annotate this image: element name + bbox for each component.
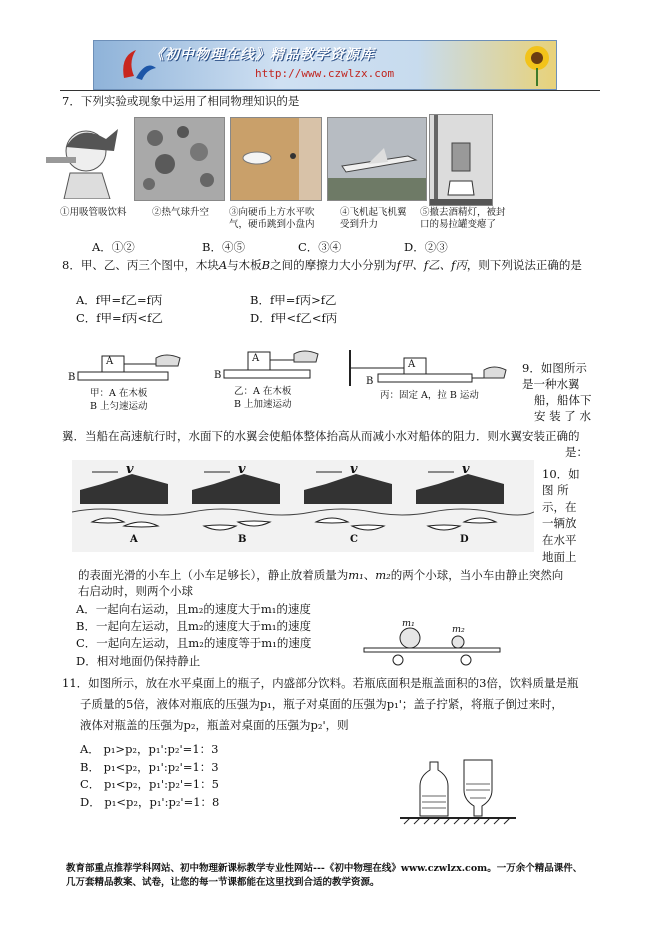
q10-option-c[interactable]: C．一起向左运动，且m₂的速度等于m₁的速度 xyxy=(76,636,312,650)
q10-option-d[interactable]: D．相对地面仍保持静止 xyxy=(76,654,201,668)
q10-stem-line1: 的表面光滑的小车上（小车足够长），静止放着质量为m₁、m₂的两个小球，当小车由静止突然向 xyxy=(78,568,564,582)
q10-cart-figure xyxy=(362,620,502,668)
q7-photo-can xyxy=(429,114,493,206)
q9-side-2: 是一种水翼 xyxy=(522,377,580,391)
q8-yi-label: 乙：A 在木板 xyxy=(234,386,292,397)
q8-figure-bing xyxy=(348,346,508,418)
q10-stem-line2: 右启动时，则两个小球 xyxy=(78,584,193,598)
q7-caption-2: ②热气球升空 xyxy=(152,207,210,218)
footer-line-2: 几万套精品教案、试卷，让您的每一节课都能在这里找到合适的教学资源。 xyxy=(66,877,380,888)
header-rule xyxy=(60,90,600,91)
q11-option-d[interactable]: D． p₁<p₂，p₁':p₂'=1：8 xyxy=(80,795,220,809)
q7-option-b[interactable]: B．④⑤ xyxy=(202,240,245,254)
q9-velocity-label-3: v xyxy=(350,462,358,477)
q9-label-b: B xyxy=(238,534,247,545)
q10-option-a[interactable]: A．一起向右运动，且m₂的速度大于m₁的速度 xyxy=(76,602,311,616)
q10-side-6: 地面上 xyxy=(542,550,577,564)
q10-side-5: 在水平 xyxy=(542,533,577,547)
q8-option-b[interactable]: B．f甲=f丙>f乙 xyxy=(250,293,337,307)
q8-figure-jia xyxy=(60,348,200,420)
q7-caption-1: ①用吸管吸饮料 xyxy=(60,207,127,218)
q11-bottle-figure xyxy=(400,754,516,830)
q9-stem-tail: 是： xyxy=(565,445,588,459)
q10-side-2: 图 所 xyxy=(542,483,569,497)
q8-bing-label: 丙：固定 A，拉 B 运动 xyxy=(380,390,479,401)
q10-ball-m2-label: m₂ xyxy=(452,624,465,635)
q7-option-a[interactable]: A．①② xyxy=(92,240,135,254)
sunflower-icon xyxy=(520,42,554,86)
q8-option-c[interactable]: C．f甲=f丙<f乙 xyxy=(76,311,163,325)
q7-photo-coin xyxy=(230,117,322,201)
q11-option-b[interactable]: B． p₁<p₂，p₁':p₂'=1：3 xyxy=(80,760,219,774)
q8-jia-board-label: B xyxy=(68,372,76,383)
q10-side-4: 一辆放 xyxy=(542,516,577,530)
q9-velocity-label-1: v xyxy=(126,462,134,477)
q7-photo-balloons xyxy=(134,117,225,201)
q11-option-c[interactable]: C． p₁<p₂，p₁':p₂'=1：5 xyxy=(80,777,219,791)
q8-bing-board-label: B xyxy=(366,376,374,387)
q8-yi-block-label: A xyxy=(252,353,260,364)
q9-velocity-label-4: v xyxy=(462,462,470,477)
q7-photo-airplane xyxy=(327,117,427,201)
q8-jia-sub: B 上匀速运动 xyxy=(90,401,148,412)
q11-stem-line2: 子质量的5倍，液体对瓶底的压强为p₁，瓶子对桌面的压强为p₁'；盖子拧紧，将瓶子倒过来时， xyxy=(80,697,563,711)
q9-label-a: A xyxy=(130,534,138,545)
footer-line-1: 教育部重点推荐学科网站、初中物理新课标教学专业性网站---《初中物理在线》www.czwlzx.com。一万余个精品课件、 xyxy=(66,863,583,874)
q8-yi-sub: B 上加速运动 xyxy=(234,399,292,410)
banner-title: 《初中物理在线》精品教学资源库 xyxy=(150,47,375,63)
q9-side-1: 9．如图所示 xyxy=(522,361,587,375)
q8-yi-board-label: B xyxy=(214,370,222,381)
q7-caption-5: ⑤撤去酒精灯，被封口的易拉罐变瘪了 xyxy=(420,207,506,230)
q7-option-d[interactable]: D．②③ xyxy=(404,240,448,254)
q9-side-3: 船，船体下 xyxy=(534,393,592,407)
q8-jia-block-label: A xyxy=(106,356,114,367)
q8-figure-yi xyxy=(210,346,330,418)
q10-ball-m1-label: m₁ xyxy=(402,618,415,629)
q7-stem: 7．下列实验或现象中运用了相同物理知识的是 xyxy=(62,94,300,108)
q9-label-c: C xyxy=(350,534,358,545)
q10-side-1: 10．如 xyxy=(542,467,580,481)
q10-option-b[interactable]: B．一起向左运动，且m₂的速度大于m₁的速度 xyxy=(76,619,311,633)
q9-stem: 翼．当船在高速航行时，水面下的水翼会使船体整体抬高从而减小水对船体的阻力．则水翼安装正确的 xyxy=(62,429,580,443)
q7-photo-girl xyxy=(40,117,128,199)
q11-stem-line1: 11．如图所示，放在水平桌面上的瓶子，内盛部分饮料。若瓶底面积是瓶盖面积的3倍，饮料质量是瓶 xyxy=(62,676,579,690)
q10-side-3: 示，在 xyxy=(542,500,577,514)
q8-option-a[interactable]: A．f甲=f乙=f丙 xyxy=(76,293,163,307)
q11-option-a[interactable]: A． p₁>p₂，p₁':p₂'=1：3 xyxy=(80,742,219,756)
q9-velocity-label-2: v xyxy=(238,462,246,477)
q9-figure xyxy=(72,460,534,552)
q7-caption-3: ③向硬币上方水平吹气，硬币跳到小盘内 xyxy=(229,207,315,230)
q9-side-4: 安 装 了 水 xyxy=(534,409,591,423)
q8-jia-label: 甲：A 在木板 xyxy=(90,388,148,399)
q8-stem: 8．甲、乙、丙三个图中，木块A与木板B之间的摩擦力大小分别为f甲、f乙、f丙，则下列说法正确的是 xyxy=(62,258,582,272)
q7-option-c[interactable]: C．③④ xyxy=(298,240,342,254)
banner-url[interactable]: http://www.czwlzx.com xyxy=(255,67,395,80)
q11-stem-line3: 液体对瓶盖的压强为p₂，瓶盖对桌面的压强为p₂'，则 xyxy=(80,718,349,732)
q7-caption-4: ④飞机起飞机翼受到升力 xyxy=(340,207,407,230)
q8-bing-block-label: A xyxy=(408,359,416,370)
q9-label-d: D xyxy=(460,534,469,545)
q8-option-d[interactable]: D．f甲<f乙<f丙 xyxy=(250,311,338,325)
